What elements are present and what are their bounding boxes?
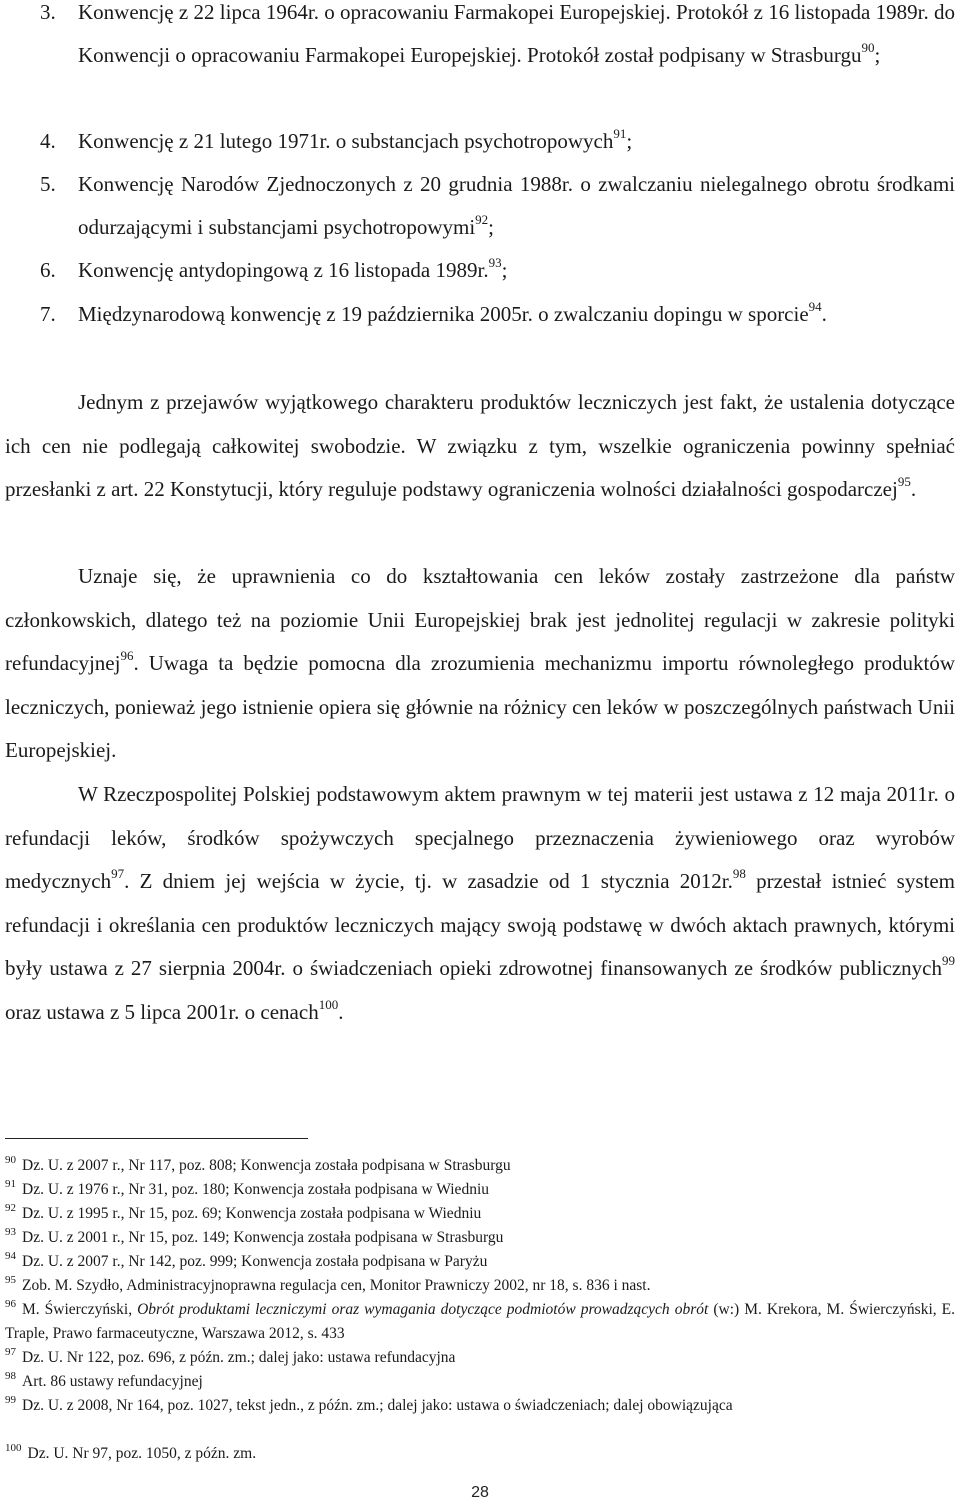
footnote-ref[interactable]: 93 <box>488 255 502 270</box>
list-text: Międzynarodową konwencję z 19 października 2005r. o zwalczaniu dopingu w sporcie$^{94}$. <box>78 299 827 326</box>
list-item <box>40 163 955 249</box>
footnote-separator <box>5 1138 308 1139</box>
paragraph: Jednym z przejawów wyjątkowego charakteru produktów leczniczych jest fakt, że ustalenia dotyczące ich cen nie podlegają całkowitej swobodzie. W związku z tym, wszelkie ograniczenia powinny spełniać przesłanki z art. 22 Konstytucji, który reguluje podstawy ograniczenia wolności działalności gospodarczej$^{95}$. <box>5 390 955 501</box>
footnote-ref[interactable]: 96 <box>120 648 134 663</box>
footnote: $^{90}$ Dz. U. z 2007 r., Nr 117, poz. 808; Konwencja została podpisana w Strasburgu <box>5 1153 511 1174</box>
footnote: $^{92}$ Dz. U. z 1995 r., Nr 15, poz. 69; Konwencja została podpisana w Wiedniu <box>5 1201 482 1222</box>
footnote-ref[interactable]: 95 <box>897 474 911 489</box>
footnote-ref[interactable]: 90 <box>861 40 875 55</box>
footnote-ref[interactable]: 91 <box>613 126 627 141</box>
footnote-ref[interactable]: 94 <box>808 299 822 314</box>
list-item <box>40 293 955 336</box>
footnote-ref[interactable]: 92 <box>475 212 489 227</box>
paragraph: W Rzeczpospolitej Polskiej podstawowym aktem prawnym w tej materii jest ustawa z 12 maja 2011r. o refundacji leków, środków spożywczych specjalnego przeznaczenia żywieniowego oraz wyrobów medycznych$^{97}$. Z dniem jej wejścia w życie, tj. w zasadzie od 1 stycznia 2012r.$^{98}$ przestał istnieć system refundacji i określania cen produktów leczniczych mający swoją podstawę w dwóch aktach prawnych, którymi były ustawa z 27 sierpnia 2004r. o świadczeniach opieki zdrowotnej finansowanych ze środków publicznych$^{99}$ oraz ustawa z 5 lipca 2001r. o cenach$^{100}$. <box>5 782 955 1024</box>
paragraph: Uznaje się, że uprawnienia co do kształtowania cen leków zostały zastrzeżone dla państw członkowskich, dlatego też na poziomie Unii Europejskiej brak jest jednolitej regulacji w zakresie polityki refundacyjnej$^{96}$. Uwaga ta będzie pomocna dla zrozumienia mechanizmu importu równoległego produktów leczniczych, ponieważ jego istnienie opiera się głównie na różnicy cen leków w poszczególnych państwach Unii Europejskiej. <box>5 564 955 762</box>
list-number: 6. <box>40 258 56 282</box>
list-number: 4. <box>40 129 56 153</box>
footnote-ref[interactable]: 100 <box>318 996 339 1012</box>
footnote: $^{96}$ M. Świerczyński, Obrót produktami leczniczymi oraz wymagania dotyczące podmiotów prowadzących obrót (w:) M. Krekora, M. Świerczyński, E. Traple, Prawo farmaceutyczne, Warszawa 2012, s. 433 <box>5 1297 956 1342</box>
list-text: Konwencję z 22 lipca 1964r. o opracowaniu Farmakopei Europejskiej. Protokół z 16 listopada 1989r. do Konwencji o opracowaniu Farmakopei Europejskiej. Protokół został podpisany w Strasburgu$^{90}$; <box>78 0 955 67</box>
footnote: $^{93}$ Dz. U. z 2001 r., Nr 15, poz. 149; Konwencja została podpisana w Strasburgu <box>5 1225 504 1246</box>
page-number: 28 <box>471 1484 489 1501</box>
list-item <box>40 0 955 77</box>
footnote-ref[interactable]: 98 <box>732 866 746 881</box>
list-number: 7. <box>40 302 56 326</box>
footnote: $^{98}$ Art. 86 ustawy refundacyjnej <box>5 1369 203 1390</box>
list-text: Konwencję antydopingową z 16 listopada 1989r.$^{93}$; <box>78 255 508 282</box>
footnote: $^{91}$ Dz. U. z 1976 r., Nr 31, poz. 180; Konwencja została podpisana w Wiedniu <box>5 1177 489 1198</box>
footnote: $^{94}$ Dz. U. z 2007 r., Nr 142, poz. 999; Konwencja została podpisana w Paryżu <box>5 1249 488 1270</box>
footnote: $^{99}$ Dz. U. z 2008, Nr 164, poz. 1027, tekst jedn., z późn. zm.; dalej jako: ustawa o świadczeniach; dalej obowiązująca <box>5 1393 733 1414</box>
footnote-ref[interactable]: 97 <box>111 866 125 881</box>
list-number: 3. <box>40 0 56 24</box>
footnote: $^{97}$ Dz. U. Nr 122, poz. 696, z późn. zm.; dalej jako: ustawa refundacyjna <box>5 1345 456 1366</box>
footnote-ref[interactable]: 99 <box>942 953 955 968</box>
list-item <box>40 249 955 292</box>
footnote: $^{95}$ Zob. M. Szydło, Administracyjnoprawna regulacja cen, Monitor Prawniczy 2002, nr 18, s. 836 i nast. <box>5 1273 651 1294</box>
list-item <box>40 120 955 163</box>
list-text: Konwencję Narodów Zjednoczonych z 20 grudnia 1988r. o zwalczaniu nielegalnego obrotu środkami odurzającymi i substancjami psychotropowymi$^{92}$; <box>78 172 955 239</box>
footnote: $^{100}$ Dz. U. Nr 97, poz. 1050, z późn. zm. <box>5 1441 257 1462</box>
list-number: 5. <box>40 172 56 196</box>
list-text: Konwencję z 21 lutego 1971r. o substancjach psychotropowych$^{91}$; <box>78 126 633 153</box>
